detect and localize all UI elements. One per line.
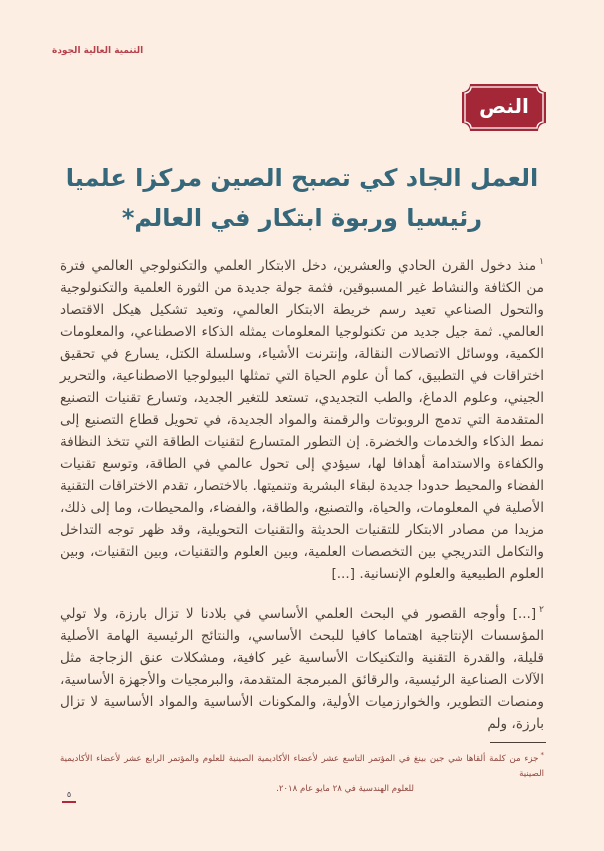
footnote <box>60 748 544 797</box>
footnote-line-1 <box>60 748 544 782</box>
paragraph-1 <box>60 255 544 585</box>
paragraph-2 <box>60 603 544 735</box>
paragraph-1-text: منذ دخول القرن الحادي والعشرين، دخل الابتكار العلمي والتكنولوجي العالمي فترة من الكثافة والنشاط غير المسبوقين، فثمة جولة جديدة من الثورة العلمية والتكنولوجية والتحول الصناعي تعيد رسم خريطة الابتكار العالمي، وتعيد تشكيل هيكل الاقتصاد العالمي. ثمة جيل جديد من تكنولوجيا المعلومات يمثله الذكاء الاصطناعي، والمعلومات الكمية، ووسائل الاتصالات النقالة، وإنترنت الأشياء، وسلسلة الكتل، يسارع في تحقيق اختراقات في التطبيق، كما أن علوم الحياة التي تمثلها البيولوجيا الاصطناعية، والتحرير الجيني، وعلوم الدماغ، والطب التجديدي، تستعد للتغير الجديد، وتسارع تقنيات التصنيع المتقدمة التي تدمج الروبوتات والرقمنة والمواد الجديدة، في تحويل قطاع التصنيع إلى نمط الذكاء والخدمات والخضرة. إن التطور المتسارع لتقنيات الطاقة التي تتخذ النظافة والكفاءة والاستدامة أهدافا لها، سيؤدي إلى تحول عالمي في الطاقة، وتوسع تقنيات الفضاء والمحيط حدودا جديدة لبقاء البشرية وتنميتها. بالاختصار، تقدم الاختراقات التقنية الأصلية في المعلومات، والحياة، والتصنيع، والطاقة، والفضاء، والمحيطات، وما إلى ذلك، مزيدا من مصادر الابتكار للتقنيات الحديثة والتقنيات التحويلية، وقد ظهر توجه التداخل والتكامل التدريجي بين التخصصات العلمية، وبين العلوم والتقنيات، وبين التقنيات، وبين العلوم الطبيعية والعلوم الإنسانية. [...] <box>60 258 544 582</box>
paragraph-2-text: [...] وأوجه القصور في البحث العلمي الأساسي في بلادنا لا تزال بارزة، ولا تولي المؤسسات الإنتاجية اهتماما كافيا للبحث الأساسي، والنتائج الرئيسية الهامة الأصلية قليلة، والقدرة التقنية والتكنيكات الأساسية غير كافية، ومشكلات عنق الزجاجة مثل الآلات الصناعية الرئيسية، والرقائق المبرمجة المتقدمة، والبرمجيات والأجهزة الأساسية، ومنصات التطوير، والخوارزميات الأولية، والمكونات الأساسية والمواد الأساسية لا تزال بارزة، ولم <box>60 606 544 732</box>
paragraph-2-number: ٢ <box>539 605 544 616</box>
body-text <box>60 255 544 735</box>
chapter-title <box>58 158 546 238</box>
running-header: التنمية العالية الجودة <box>52 46 144 56</box>
footnote-line-1-text: جزء من كلمة ألقاها شي جين بينغ في المؤتمر التاسع عشر لأعضاء الأكاديمية الصينية للعلوم والمؤتمر الرابع عشر لأعضاء الأكاديمية الصينية <box>60 753 544 779</box>
text-section-badge <box>462 84 546 131</box>
page-number: ٥ <box>62 790 76 803</box>
chapter-title-line-1: العمل الجاد كي تصبح الصين مركزا علميا <box>65 164 539 192</box>
footnote-marker: * <box>540 751 544 759</box>
badge-label: النص <box>479 94 529 118</box>
chapter-title-line-2: رئيسيا وربوة ابتكار في العالم* <box>121 204 483 232</box>
footnote-separator <box>490 742 546 743</box>
paragraph-1-number: ١ <box>539 257 544 268</box>
footnote-line-2: للعلوم الهندسية في ٢٨ مايو عام ٢٠١٨. <box>276 783 414 794</box>
